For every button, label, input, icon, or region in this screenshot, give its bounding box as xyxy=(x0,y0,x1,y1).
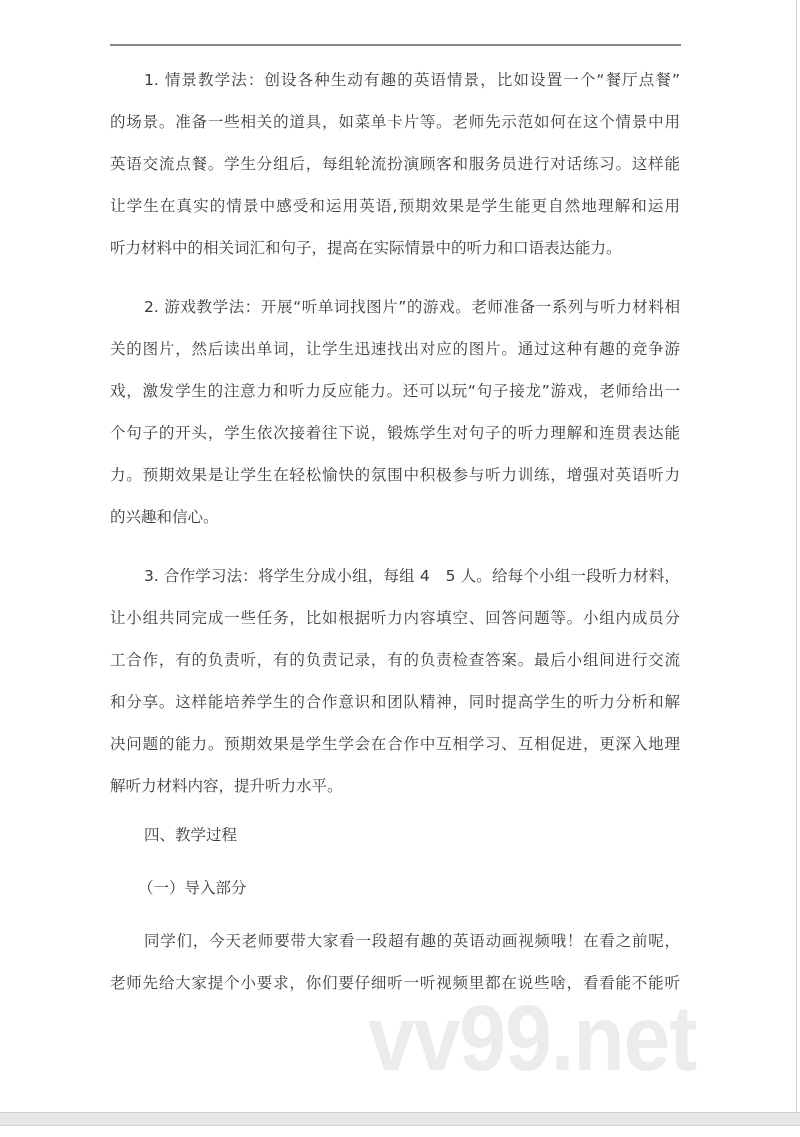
text-line: 力。预期效果是让学生在轻松愉快的氛围中积极参与听力训练，增强对英语听力 xyxy=(110,466,680,484)
paragraph-cooperative-learning xyxy=(110,555,680,807)
section-heading-text: 四、教学过程 xyxy=(144,826,238,844)
paragraph-game-teaching xyxy=(110,286,680,538)
text-line: 工合作，有的负责听，有的负责记录，有的负责检查答案。最后小组间进行交流 xyxy=(110,651,680,669)
text-line: 和分享。这样能培养学生的合作意识和团队精神，同时提高学生的听力分析和解 xyxy=(110,693,680,711)
text-line: 3. 合作学习法：将学生分成小组，每组 4 5 人。给每个小组一段听力材料， xyxy=(144,567,680,585)
text-line: 关的图片，然后读出单词，让学生迅速找出对应的图片。通过这种有趣的竞争游 xyxy=(110,340,680,358)
text-line: 的兴趣和信心。 xyxy=(110,508,219,526)
text-line: 英语交流点餐。学生分组后，每组轮流扮演顾客和服务员进行对话练习。这样能 xyxy=(110,155,680,173)
section-heading xyxy=(110,814,680,856)
page-edge xyxy=(796,0,797,1112)
watermark: vv99.net xyxy=(368,986,697,1090)
subsection-heading-text: （一）导入部分 xyxy=(138,879,247,897)
text-line: 听力材料中的相关词汇和句子，提高在实际情景中的听力和口语表达能力。 xyxy=(110,239,622,257)
subsection-heading xyxy=(110,867,680,909)
text-line: 2. 游戏教学法：开展“听单词找图片”的游戏。老师准备一系列与听力材料相 xyxy=(144,298,680,316)
text-line: 的场景。准备一些相关的道具，如菜单卡片等。老师先示范如何在这个情景中用 xyxy=(110,113,680,131)
text-line: 让学生在真实的情景中感受和运用英语,预期效果是学生能更自然地理解和运用 xyxy=(110,197,680,215)
header-rule xyxy=(110,44,681,46)
text-line: 老师先给大家提个小要求，你们要仔细听一听视频里都在说些啥，看看能不能听 xyxy=(110,974,680,992)
text-line: 戏，激发学生的注意力和听力反应能力。还可以玩“句子接龙”游戏，老师给出一 xyxy=(110,382,680,400)
text-line: 同学们，今天老师要带大家看一段超有趣的英语动画视频哦！在看之前呢， xyxy=(144,932,680,950)
text-line: 解听力材料内容，提升听力水平。 xyxy=(110,777,343,795)
text-line: 决问题的能力。预期效果是学生学会在合作中互相学习、互相促进，更深入地理 xyxy=(110,735,680,753)
text-line: 让小组共同完成一些任务，比如根据听力内容填空、回答问题等。小组内成员分 xyxy=(110,609,680,627)
page-separator xyxy=(0,1112,800,1126)
text-line: 个句子的开头，学生依次接着往下说，锻炼学生对句子的听力理解和连贯表达能 xyxy=(110,424,680,442)
text-line: 1. 情景教学法：创设各种生动有趣的英语情景，比如设置一个“餐厅点餐” xyxy=(144,71,680,89)
paragraph-situational-teaching xyxy=(110,59,680,269)
